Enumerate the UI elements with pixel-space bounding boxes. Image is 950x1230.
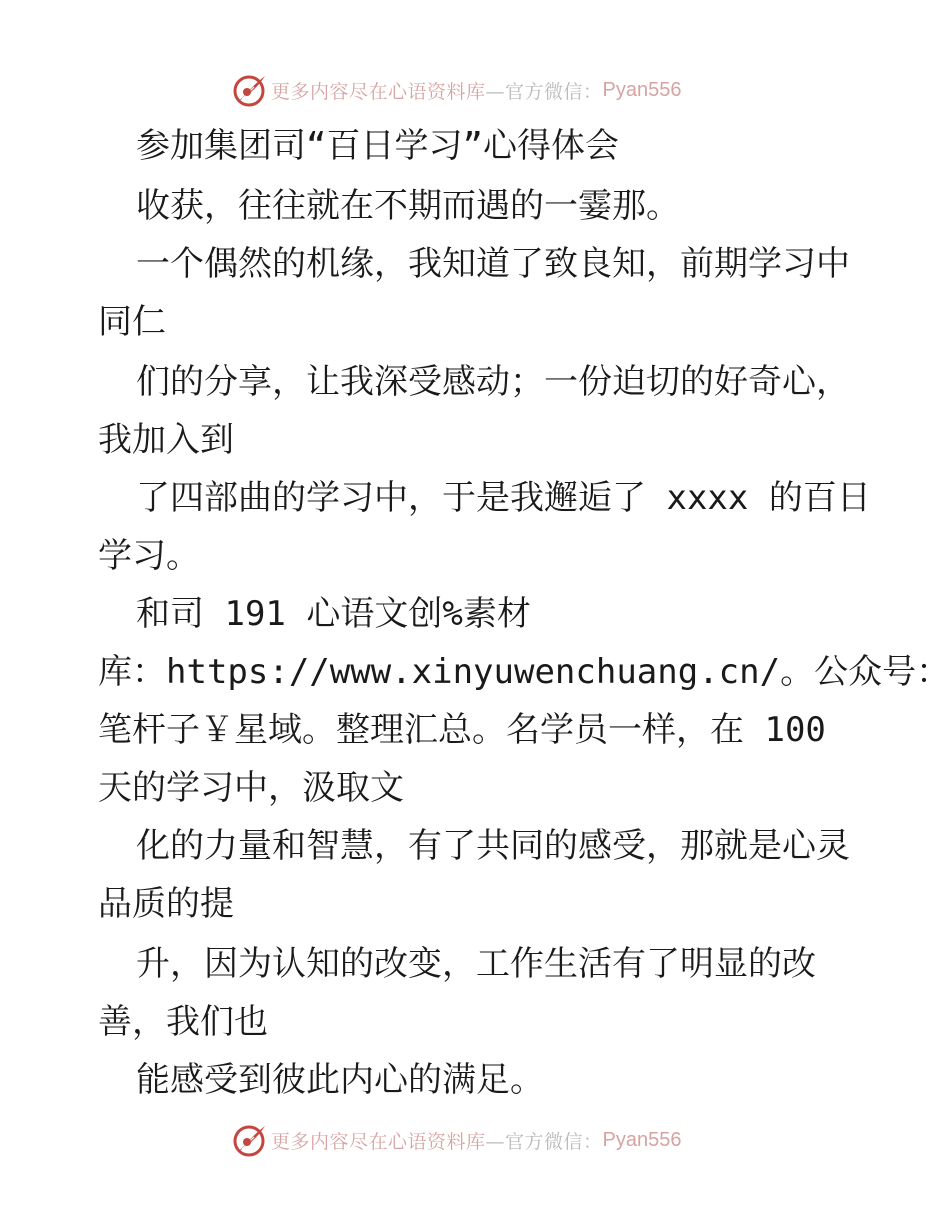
paragraph-line: 我加入到: [98, 420, 234, 460]
paragraph-line: 能感受到彼此内心的满足。: [136, 1060, 544, 1100]
banner-title: 更多内容尽在心语资料库: [271, 1130, 486, 1153]
paragraph-line: 一个偶然的机缘，我知道了致良知，前期学习中: [136, 244, 850, 284]
footer-banner: [232, 1122, 682, 1158]
paragraph-line: 库：https://www.xinyuwenchuang.cn/。公众号：: [98, 652, 950, 692]
paragraph-line: 了四部曲的学习中，于是我邂逅了 xxxx 的百日: [136, 478, 871, 518]
banner-wechat-id: Pyan556: [602, 78, 682, 101]
paragraph-line: 同仁: [98, 302, 166, 342]
paragraph-line: 收获，往往就在不期而遇的一霎那。: [136, 186, 680, 226]
paragraph-line: 学习。: [98, 536, 200, 576]
paragraph-line: 升，因为认知的改变，工作生活有了明显的改: [136, 944, 816, 984]
paragraph-line: 和司 191 心语文创%素材: [136, 594, 531, 634]
banner-wechat-id: Pyan556: [602, 1128, 682, 1151]
banner-title: 更多内容尽在心语资料库: [271, 80, 486, 103]
feather-pen-logo-icon: [232, 72, 268, 108]
paragraph-line: 化的力量和智慧，有了共同的感受，那就是心灵: [136, 826, 850, 866]
paragraph-line: 品质的提: [98, 884, 234, 924]
feather-pen-logo-icon: [232, 1122, 268, 1158]
document-title: 参加集团司“百日学习”心得体会: [136, 126, 619, 166]
paragraph-line: 天的学习中，汲取文: [98, 768, 404, 808]
banner-wechat-label: —官方微信：: [485, 1130, 603, 1153]
paragraph-line: 们的分享，让我深受感动；一份迫切的好奇心，: [136, 362, 850, 402]
header-banner: [232, 72, 682, 108]
paragraph-line: 笔杆子￥星域。整理汇总。名学员一样，在 100: [98, 710, 826, 750]
paragraph-line: 善，我们也: [98, 1002, 268, 1042]
banner-wechat-label: —官方微信：: [485, 80, 603, 103]
